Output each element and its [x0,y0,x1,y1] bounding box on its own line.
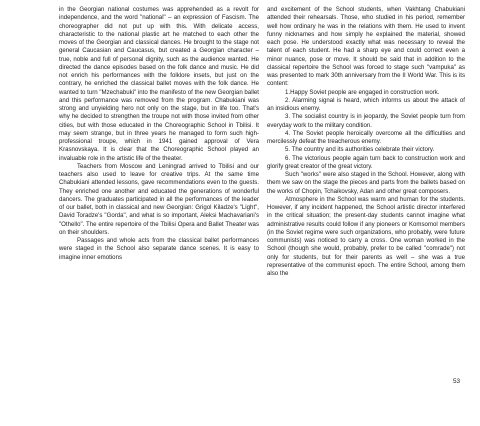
paragraph: Teachers from Moscow and Leningrad arrived to Tbilisi and our teachers also used to leave for creative trips. At the same time Chabukiani attended lessons, gave recommendations even to the guests. They enriched one another and educated the generations of wonderful dancers. The graduates participated in all the performances of the leader of our ballet, both in classical and new Georgian: Grigol Kiladze's "Light", David Toradze's "Gorda", and what is so important, Aleksi Machavariani's "Othello". The entire repertoire of the Tbilisi Opera and Ballet Theater was on their shoulders. [59,162,259,236]
page-number: 53 [453,378,461,385]
list-item: 6. The victorious people again turn back to construction work and glorify great creator of the great victory. [267,154,465,170]
right-text-column [267,6,465,278]
list-item: 3. The socialist country is in jeopardy, the Soviet people turn from everyday work to the military condition. [267,113,465,129]
list-item: 5. The country and its authorities celebrate their victory. [285,146,435,154]
paragraph: Such "works" were also staged in the School. However, along with them we saw on the stage the pieces and parts from the ballets based on the works of Chopin, Tchaikovsky, Adan and other great composers. [267,171,465,195]
list-item: 4. The Soviet people heroically overcome all the difficulties and mercilessly defeat the treacherous enemy. [267,129,465,145]
list-item: 2. Alarming signal is heard, which informs us about the attack of an insidious enemy. [267,96,465,112]
paragraph: in the Georgian national costumes was apprehended as a revolt for independence, and the word "national" – an expression of Fascism. The choreographer did not put up with this. With delicate access, characteristic to the national plastic art he matched to each other the moves of the Georgian and classical dances. He brought to the stage not general Caucasian and Caucasus, but created a Georgian character – true, noble and full of personal dignity, such as the audience wanted. He directed the dance episodes based on the folk dance and music. He did not enrich his performances with the folklore insets, but just on the contrary, he enriched the classical ballet moves with the folk dance. He wanted to turn "Mzechabuki" into the manifesto of the new Georgian ballet and this performance was removed from the program. Chabukiani was strong and unyielding hero not only on the stage, but in life too. That's why he decided to strengthen the troupe not with those invited from other cities, but with those educated in the Choreographic School in Tbilisi. It may seem strange, but in three years he managed to form such high-professional troupe, which in 1941 gained approval of Vera Krasnovskaya. It is clear that the Choreographic School played an invaluable role in the artistic life of the theater. [59,6,259,162]
paragraph: and excitement of the School students, when Vakhtang Chabukiani attended their rehearsals. Those, who studied in his period, remember well how ordinary he was in the relations with them. He used to invent funny nicknames and how simply he explained the material, showed each pose. He understood exactly what was necessary to reveal the talent of each student. He had a sharp eye and could correct even a minor nuance, pose or move. It should be said that in addition to the classical repertoire the School was forced to stage such "vampuka" as was presented to mark 30th anniversary from the II World War. This is its content: [267,6,465,88]
list-item: 1.Happy Soviet people are engaged in construction work. [285,88,440,96]
left-text-column [59,6,259,262]
paragraph: Atmosphere in the School was warm and human for the students. However, if any incident happened, the School artistic director interfered in the critical situation; the present-day students cannot imagine what administrative results could follow if any pioneers or Komsomol members (in the Soviet regime were such organizations, who probably, were future communists) was noticed to carry a cross. One woman worked in the School (though she would, probably, prefer to be called "comrade") not only for students, but for their parents as well – she was a true representative of the communist epoch. The entire School, among them also the [267,195,465,277]
paragraph: Passages and whole acts from the classical ballet performances were staged in the School also separate dance scenes. It is easy to imagine inner emotions [59,237,259,261]
